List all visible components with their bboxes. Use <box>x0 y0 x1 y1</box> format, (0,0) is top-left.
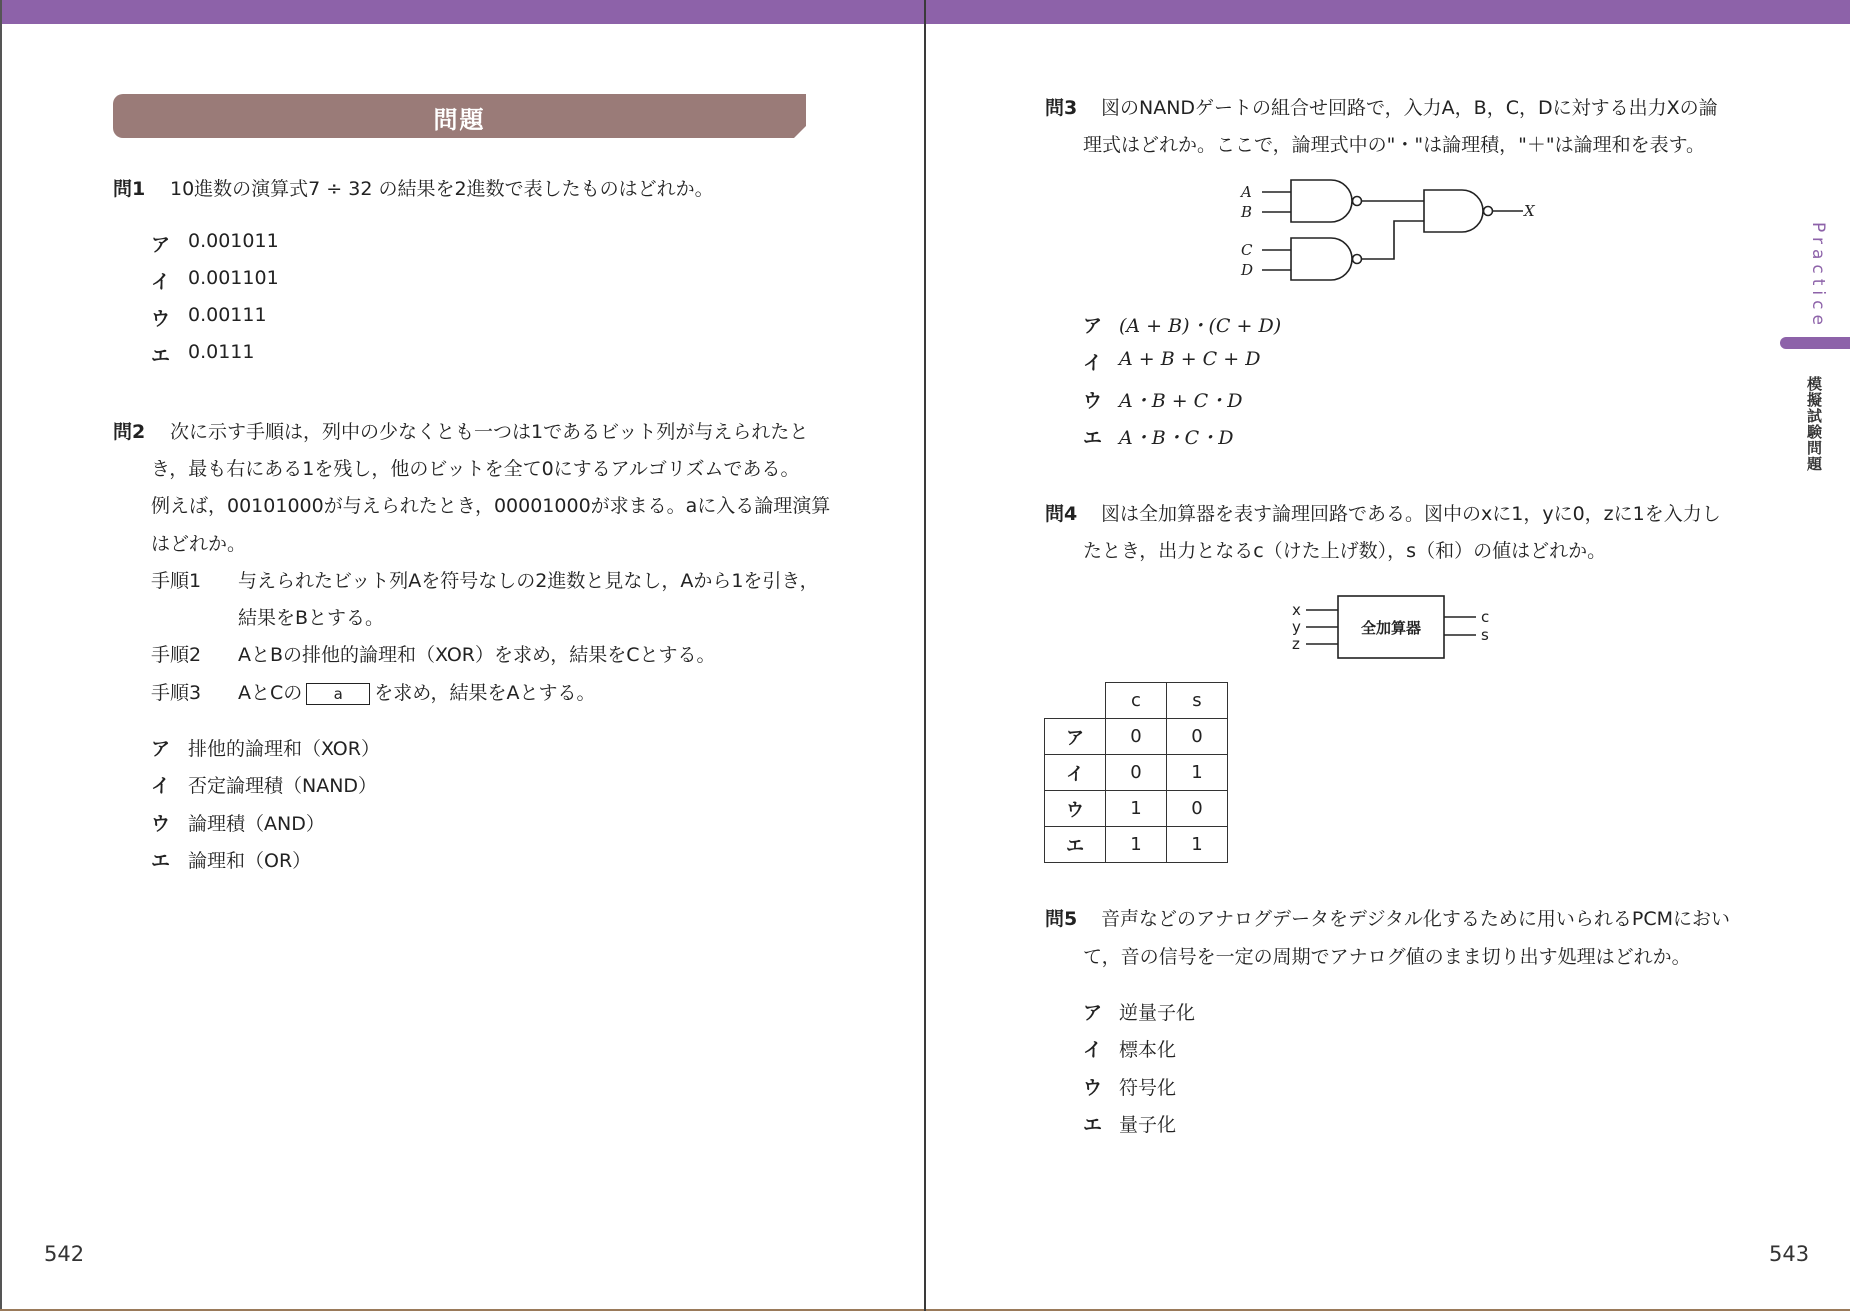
q2-choice-mark: イ <box>151 775 171 797</box>
circuit-label-c: C <box>1241 241 1253 259</box>
nand-bubble-2 <box>1353 255 1362 264</box>
section-title: 問題 <box>433 106 486 134</box>
q1-choice-text: 0.001101 <box>188 267 279 289</box>
q5-choice-text: 逆量子化 <box>1119 1002 1196 1024</box>
q2-text-line: 次に示す手順は，列中の少なくとも一つは1であるビット列が与えられたと <box>170 421 809 443</box>
q3-text-line: 理式はどれか。ここで，論理式中の"・"は論理積，"＋"は論理和を表す。 <box>1083 134 1706 156</box>
page-number: 543 <box>1769 1242 1810 1266</box>
q2-text-line: 例えば，00101000が与えられたとき，00001000が求まる。aに入る論理演算 <box>151 495 831 517</box>
table-cell-s: 0 <box>1167 791 1228 827</box>
q1-choice-text: 0.001011 <box>188 230 279 252</box>
q2-choice-mark: ア <box>151 738 171 760</box>
step-text <box>238 678 596 705</box>
answer-blank-box: a <box>306 683 370 705</box>
q2-choice-mark: エ <box>151 850 171 872</box>
table-cell-c: 0 <box>1106 719 1167 755</box>
table-cell-s: 1 <box>1167 827 1228 863</box>
q3-text-line: 図のNANDゲートの組合せ回路で，入力A，B，C，Dに対する出力Xの論 <box>1101 97 1718 119</box>
step-text-post: を求め，結果をAとする。 <box>374 682 596 704</box>
q3-choice-text: A + B + C + D <box>1119 348 1261 370</box>
table-cell-s: 1 <box>1167 755 1228 791</box>
q1-choice-mark: エ <box>151 345 171 367</box>
table-row-mark: ア <box>1045 719 1106 755</box>
q5-choice-text: 標本化 <box>1119 1039 1177 1061</box>
adder-input-y: y <box>1292 618 1301 636</box>
circuit-label-a: A <box>1241 183 1252 201</box>
step-label: 手順2 <box>151 644 202 666</box>
q1-choice-mark: ウ <box>151 308 171 330</box>
side-tab-marker <box>1780 337 1850 349</box>
step-text: 結果をBとする。 <box>238 607 385 629</box>
nand-gate-3 <box>1424 190 1483 232</box>
top-color-bar <box>0 0 924 24</box>
q3-label: 問3 <box>1045 97 1078 119</box>
adder-title: 全加算器 <box>1360 619 1422 637</box>
q2-choice-text: 否定論理積（NAND） <box>188 775 378 797</box>
table-cell-s: 0 <box>1167 719 1228 755</box>
side-tab-english: Practice <box>1808 222 1828 330</box>
full-adder-diagram <box>1288 592 1502 662</box>
table-row <box>1045 827 1228 863</box>
q1-text: 10進数の演算式7 ÷ 32 の結果を2進数で表したものはどれか。 <box>170 178 714 200</box>
q3-choice-mark: エ <box>1083 427 1103 449</box>
step-text: AとBの排他的論理和（XOR）を求め，結果をCとする。 <box>238 644 716 666</box>
q5-choice-mark: エ <box>1083 1114 1103 1136</box>
q5-label: 問5 <box>1045 908 1078 930</box>
q4-text-line: たとき，出力となるc（けた上げ数），s（和）の値はどれか。 <box>1083 540 1607 562</box>
q5-choice-text: 量子化 <box>1119 1114 1177 1136</box>
q2-choice-text: 排他的論理和（XOR） <box>188 738 380 760</box>
q2-choice-text: 論理和（OR） <box>188 850 312 872</box>
adder-input-z: z <box>1292 635 1300 653</box>
adder-output-s: s <box>1481 626 1489 644</box>
q4-text-line: 図は全加算器を表す論理回路である。図中のxに1，yに0，zに1を入力し <box>1101 503 1721 525</box>
page-number: 542 <box>44 1242 85 1266</box>
circuit-label-d: D <box>1241 261 1254 279</box>
q5-text-line: て，音の信号を一定の周期でアナログ値のまま切り出す処理はどれか。 <box>1083 946 1691 968</box>
adder-output-c: c <box>1481 608 1490 626</box>
q2-text-line: はどれか。 <box>151 533 247 555</box>
step-label: 手順1 <box>151 570 202 592</box>
table-cell-c: 1 <box>1106 827 1167 863</box>
page-edge <box>0 0 2 1311</box>
nand-gate-1 <box>1291 180 1352 222</box>
q3-choice-text: A・B・C・D <box>1119 427 1234 449</box>
q1-label: 問1 <box>113 178 146 200</box>
q3-choice-mark: ウ <box>1083 390 1103 412</box>
q1-choice-text: 0.0111 <box>188 341 255 363</box>
step-text-pre: AとCの <box>238 682 303 704</box>
step-label: 手順3 <box>151 682 202 704</box>
q2-choice-mark: ウ <box>151 813 171 835</box>
table-corner-cell <box>1045 683 1106 719</box>
q3-choice-mark: ア <box>1083 315 1103 337</box>
table-row <box>1045 755 1228 791</box>
q5-choice-mark: イ <box>1083 1039 1103 1061</box>
table-header-c: c <box>1106 683 1167 719</box>
table-row <box>1045 719 1228 755</box>
q1-choice-text: 0.00111 <box>188 304 267 326</box>
side-tab-label: 模擬試験問題 <box>1805 376 1823 472</box>
table-row-mark: ウ <box>1045 791 1106 827</box>
nand-bubble-1 <box>1353 197 1362 206</box>
table-row-mark: イ <box>1045 755 1106 791</box>
table-header-s: s <box>1167 683 1228 719</box>
q5-choice-mark: ア <box>1083 1002 1103 1024</box>
section-banner <box>113 94 806 138</box>
step-text: 与えられたビット列Aを符号なしの2進数と見なし，Aから1を引き， <box>238 570 819 592</box>
q2-text-line: き，最も右にある1を残し，他のビットを全て0にするアルゴリズムである。 <box>151 458 800 480</box>
circuit-label-b: B <box>1241 203 1253 221</box>
q1-choice-mark: ア <box>151 234 171 256</box>
table-header-row <box>1045 683 1228 719</box>
table-cell-c: 1 <box>1106 791 1167 827</box>
answer-table <box>1044 682 1228 863</box>
top-color-bar <box>926 0 1850 24</box>
circuit-label-x: X <box>1524 202 1535 220</box>
left-page <box>0 0 924 1311</box>
table-row <box>1045 791 1228 827</box>
q5-choice-text: 符号化 <box>1119 1077 1177 1099</box>
q3-choice-mark: イ <box>1083 352 1103 374</box>
q2-choice-text: 論理積（AND） <box>188 813 325 835</box>
q3-choice-text: (A + B)・(C + D) <box>1119 315 1282 337</box>
q5-text-line: 音声などのアナログデータをデジタル化するために用いられるPCMにおい <box>1101 908 1730 930</box>
q2-label: 問2 <box>113 421 146 443</box>
q3-choice-text: A・B + C・D <box>1119 390 1243 412</box>
q4-label: 問4 <box>1045 503 1078 525</box>
adder-input-x: x <box>1292 601 1301 619</box>
q1-choice-mark: イ <box>151 271 171 293</box>
nand-gate-2 <box>1291 238 1352 280</box>
table-row-mark: エ <box>1045 827 1106 863</box>
nand-circuit-diagram <box>1236 174 1536 286</box>
nand-bubble-3 <box>1484 207 1493 216</box>
q5-choice-mark: ウ <box>1083 1077 1103 1099</box>
table-cell-c: 0 <box>1106 755 1167 791</box>
